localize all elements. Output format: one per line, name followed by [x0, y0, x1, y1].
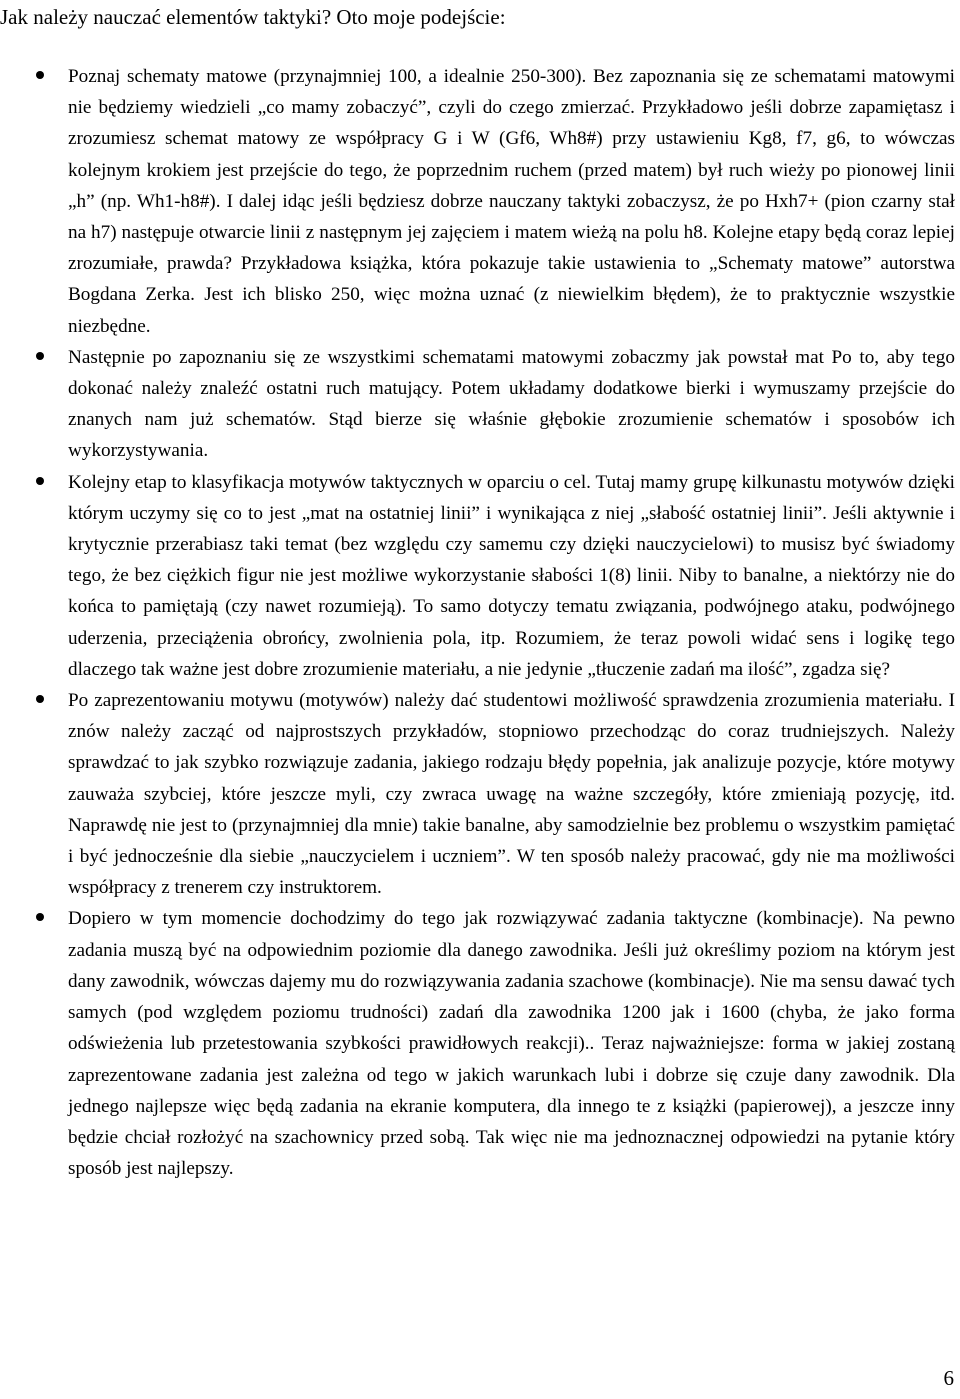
list-item-text: Po zaprezentowaniu motywu (motywów) należy dać studentowi możliwość sprawdzenia zrozumienia materiału. I znów należy zacząć od najprostszych przykładów, stopniowo przechodząc do coraz trudniejszych. Należy sprawdzać to jak szybko rozwiązuje zadania, jakiego rodzaju błędy popełnia, jak analizuje pozycje, które motywy zauważa szybciej, które jeszcze myli, czy zwraca uwagę na ważne szczegóły, które zmieniają pozycję, itd. Naprawdę nie jest to (przynajmniej dla mnie) takie banalne, aby samodzielnie bez problemu o wszystkim pamiętać i być jednocześnie dla siebie „nauczycielem i uczniem”. W ten sposób należy pracować, gdy nie ma możliwości współpracy z trenerem czy instruktorem.	[68, 690, 955, 899]
bullet-icon	[36, 695, 44, 703]
page-title: Jak należy nauczać elementów taktyki? Oto moje podejście:	[0, 5, 506, 29]
list-item	[0, 467, 960, 685]
list-item	[0, 685, 960, 903]
page-number: 6	[943, 1366, 954, 1390]
list-item-text: Dopiero w tym momencie dochodzimy do tego jak rozwiązywać zadania taktyczne (kombinacje). Na pewno zadania muszą być na odpowiednim poziomie dla danego zawodnika. Jeśli już określimy poziom na którym jest dany zawodnik, wówczas dajemy mu do rozwiązywania zadania szachowe (kombinacje). Nie ma sensu dawać tych samych (pod względem poziomu trudności) zadań dla zawodnika 1200 jak i 1600 (chyba, że jako forma odświeżenia lub przetestowania szybkości prawidłowych reakcji).. Teraz najważniejsze: forma w jakiej zostaną zaprezentowane zadania jest zależna od tego w jakich warunkach lubi i dobrze się czuje dany zawodnik. Dla jednego najlepsze więc będą zadania na ekranie komputera, dla innego te z książki (papierowej), a jeszcze inny będzie chciał rozłożyć na szachownicy przed sobą. Tak więc nie ma jednoznacznej odpowiedzi na pytanie który sposób jest najlepszy.	[68, 908, 955, 1180]
bullet-list	[0, 61, 960, 1184]
bullet-icon	[36, 913, 44, 921]
list-item	[0, 342, 960, 467]
bullet-icon	[36, 477, 44, 485]
bullet-icon	[36, 352, 44, 360]
list-item-text: Poznaj schematy matowe (przynajmniej 100, a idealnie 250-300). Bez zapoznania się ze schematami matowymi nie będziemy wiedzieli „co mamy zobaczyć”, czyli do czego zmierzać. Przykładowo jeśli dobrze zapamiętasz i zrozumiesz schemat matowy ze współpracy G i W (Gf6, Wh8#) przy ustawieniu Kg8, f7, g6, to wówczas kolejnym krokiem jest przejście do tego, że poprzednim ruchem (przed matem) był ruch wieży po pionowej linii „h” (np. Wh1-h8#). I dalej idąc jeśli będziesz dobrze nauczany taktyki zobaczysz, że po Hxh7+ (pion czarny stał na h7) następuje otwarcie linii z następnym jej zajęciem i matem wieżą na polu h8. Kolejne etapy będą coraz lepiej zrozumiałe, prawda? Przykładowa książka, która pokazuje takie ustawienia to „Schematy matowe” autorstwa Bogdana Zerka. Jest ich blisko 250, więc można uznać (z niewielkim błędem), że to praktycznie wszystkie niezbędne.	[68, 66, 955, 337]
list-item-text: Kolejny etap to klasyfikacja motywów taktycznych w oparciu o cel. Tutaj mamy grupę kilkunastu motywów dzięki którym uczymy się co to jest „mat na ostatniej linii” i wynikająca z niej „słabość ostatniej linii”. Jeśli aktywnie i krytycznie przerabiasz taki temat (bez względu czy samemu czy dzięki nauczycielowi) to musisz być świadomy tego, że bez ciężkich figur nie jest możliwe wykorzystanie słabości 1(8) linii. Niby to banalne, a niektórzy nie do końca to pamiętają (czy nawet rozumieją). To samo dotyczy tematu związania, podwójnego ataku, podwójnego uderzenia, przeciążenia obrońcy, zwolnienia pola, itp. Rozumiem, że teraz powoli widać sens i logikę tego dlaczego tak ważne jest dobre zrozumienie materiału, a nie jedynie „tłuczenie zadań ma ilość”, zgadza się?	[68, 471, 955, 680]
list-item-text: Następnie po zapoznaniu się ze wszystkimi schematami matowymi zobaczmy jak powstał mat Po to, aby tego dokonać należy znaleźć ostatni ruch matujący. Potem układamy dodatkowe bierki i wymuszamy przejście do znanych nam już schematów. Stąd bierze się właśnie głębokie zrozumienie schematów i sposobów ich wykorzystywania.	[68, 346, 955, 462]
list-item	[0, 61, 960, 342]
list-item	[0, 903, 960, 1184]
bullet-icon	[36, 71, 44, 79]
